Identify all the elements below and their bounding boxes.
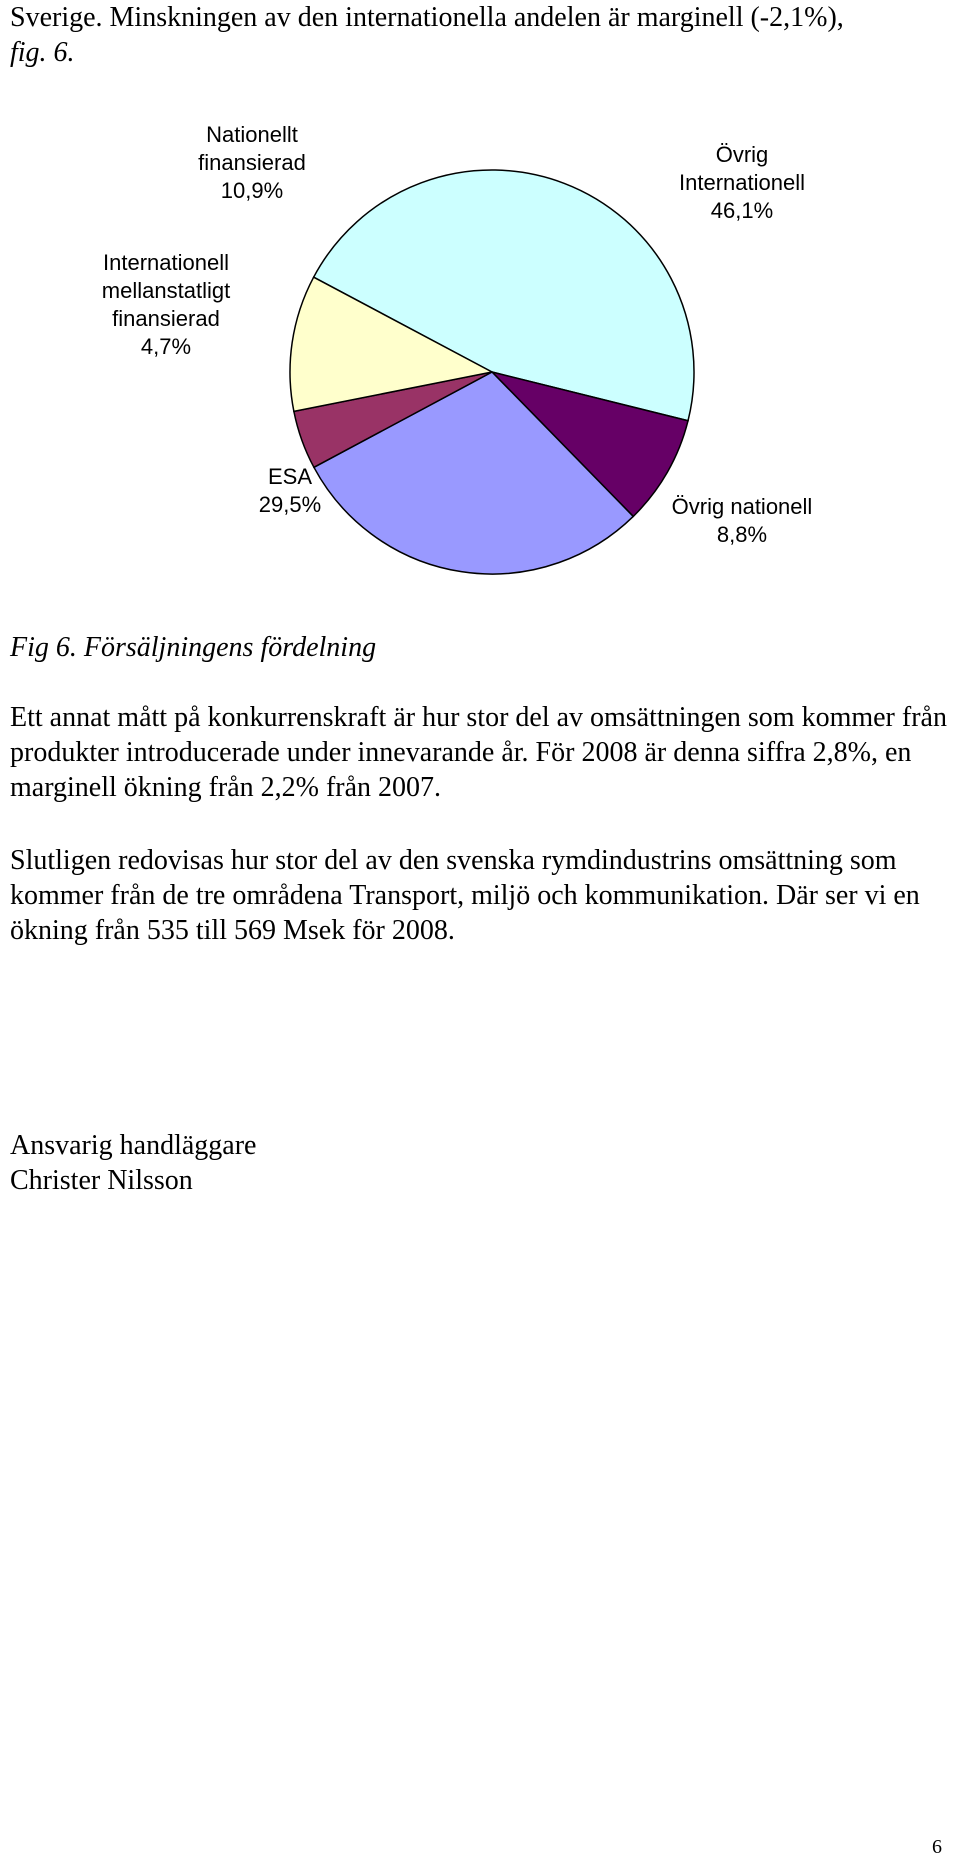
figure-reference: fig. 6. bbox=[10, 37, 75, 68]
signature-name: Christer Nilsson bbox=[10, 1165, 193, 1196]
pie-slice-label: Internationell mellanstatligt finansierad 4,7% bbox=[101, 250, 231, 359]
sales-distribution-pie-chart bbox=[0, 60, 960, 620]
signature-block bbox=[10, 1128, 256, 1198]
intro-text: Sverige. Minskningen av den internationella andelen är marginell (-2,1%), bbox=[10, 2, 844, 33]
signature-title: Ansvarig handläggare bbox=[10, 1130, 257, 1161]
figure-caption: Fig 6. Försäljningens fördelning bbox=[10, 632, 377, 663]
pie-slice-label: Nationellt finansierad 10,9% bbox=[198, 122, 306, 203]
body-paragraph-2: Slutligen redovisas hur stor del av den svenska rymdindustrins omsättning som kommer från de tre områdena Transport, miljö och kommunikation. Där ser vi en ökning från 535 till 569 Msek för 2008. bbox=[10, 845, 920, 946]
pie-slice-label: Övrig nationell 8,8% bbox=[671, 494, 813, 547]
pie-slice-label: Övrig Internationell 46,1% bbox=[679, 142, 805, 223]
page-number: 6 bbox=[932, 1836, 942, 1858]
body-paragraph-1: Ett annat mått på konkurrenskraft är hur stor del av omsättningen som kommer från produkter introducerade under innevarande år. För 2008 är denna siffra 2,8%, en marginell ökning från 2,2% från 2007. bbox=[10, 702, 947, 803]
pie-slice-label: ESA 29,5% bbox=[258, 464, 322, 517]
